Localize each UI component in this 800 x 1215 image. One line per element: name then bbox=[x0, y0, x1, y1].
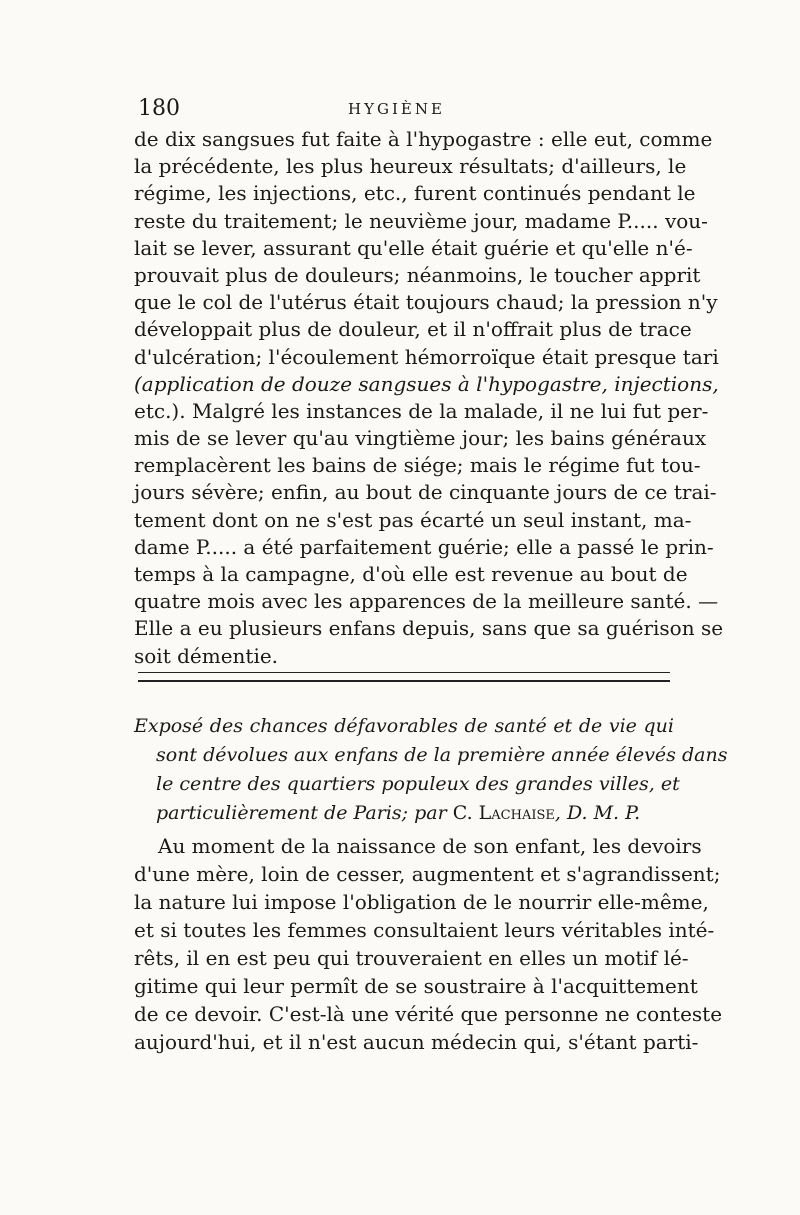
text-line: développait plus de douleur, et il n'offrait plus de trace bbox=[134, 317, 692, 342]
heading-line: le centre des quartiers populeux des grandes villes, et bbox=[156, 773, 680, 795]
text-line: jours sévère; enfin, au bout de cinquante jours de ce trai- bbox=[134, 480, 717, 505]
text-line: d'une mère, loin de cesser, augmentent et s'agrandissent; bbox=[134, 862, 721, 886]
heading-text: particulièrement de Paris; par bbox=[156, 802, 447, 824]
article-heading bbox=[134, 712, 728, 828]
text-line: et si toutes les femmes consultaient leurs véritables inté- bbox=[134, 918, 715, 942]
heading-line: Exposé des chances défavorables de santé et de vie qui bbox=[134, 715, 674, 737]
running-head bbox=[138, 96, 673, 122]
text-line: soit démentie. bbox=[134, 643, 279, 668]
text-line: la nature lui impose l'obligation de le nourrir elle-même, bbox=[134, 890, 709, 914]
text-line-italic: (application de douze sangsues à l'hypogastre, injections, bbox=[134, 371, 719, 396]
text-line: quatre mois avec les apparences de la meilleure santé. — bbox=[134, 589, 719, 614]
text-line: de dix sangsues fut faite à l'hypogastre : elle eut, comme bbox=[134, 127, 713, 151]
text-line: lait se lever, assurant qu'elle était guérie et qu'elle n'é- bbox=[134, 235, 693, 260]
text-line: etc.). Malgré les instances de la malade, il ne lui fut per- bbox=[134, 398, 709, 423]
text-line: Elle a eu plusieurs enfans depuis, sans que sa guérison se bbox=[134, 616, 724, 641]
author-degree: , D. M. P. bbox=[554, 802, 641, 824]
text-line: dame P..... a été parfaitement guérie; elle a passé le prin- bbox=[134, 534, 714, 559]
text-line: reste du traitement; le neuvième jour, madame P..... vou- bbox=[134, 208, 708, 233]
text-line: remplacèrent les bains de siége; mais le régime fut tou- bbox=[134, 453, 701, 478]
text-line: de ce devoir. C'est-là une vérité que personne ne conteste bbox=[134, 1002, 723, 1026]
section-divider bbox=[138, 672, 670, 682]
text-line: d'ulcération; l'écoulement hémorroïque était presque tari bbox=[134, 344, 719, 369]
heading-line-author bbox=[134, 799, 674, 828]
text-line: gitime qui leur permît de se soustraire à l'acquittement bbox=[134, 974, 698, 998]
text-line: temps à la campagne, d'où elle est revenue au bout de bbox=[134, 562, 688, 586]
text-line: prouvait plus de douleurs; néanmoins, le toucher apprit bbox=[134, 262, 701, 287]
author-name: C. Lachaise bbox=[452, 802, 555, 824]
text-line: régime, les injections, etc., furent continués pendant le bbox=[134, 181, 696, 206]
page-number: 180 bbox=[138, 96, 180, 121]
running-title: HYGIÈNE bbox=[348, 100, 445, 118]
article-body bbox=[134, 832, 723, 1056]
text-line: que le col de l'utérus était toujours chaud; la pression n'y bbox=[134, 290, 718, 315]
heading-line: sont dévolues aux enfans de la première année élevés dans bbox=[156, 744, 728, 766]
paragraph-continued bbox=[134, 126, 724, 670]
text-line: la précédente, les plus heureux résultats; d'ailleurs, le bbox=[134, 154, 687, 179]
text-line: mis de se lever qu'au vingtième jour; les bains généraux bbox=[134, 426, 707, 451]
text-line: Au moment de la naissance de son enfant, les devoirs bbox=[158, 834, 702, 858]
text-line: tement dont on ne s'est pas écarté un seul instant, ma- bbox=[134, 507, 692, 532]
text-line: rêts, il en est peu qui trouveraient en elles un motif lé- bbox=[134, 946, 689, 970]
text-line: aujourd'hui, et il n'est aucun médecin qui, s'étant parti- bbox=[134, 1030, 699, 1054]
